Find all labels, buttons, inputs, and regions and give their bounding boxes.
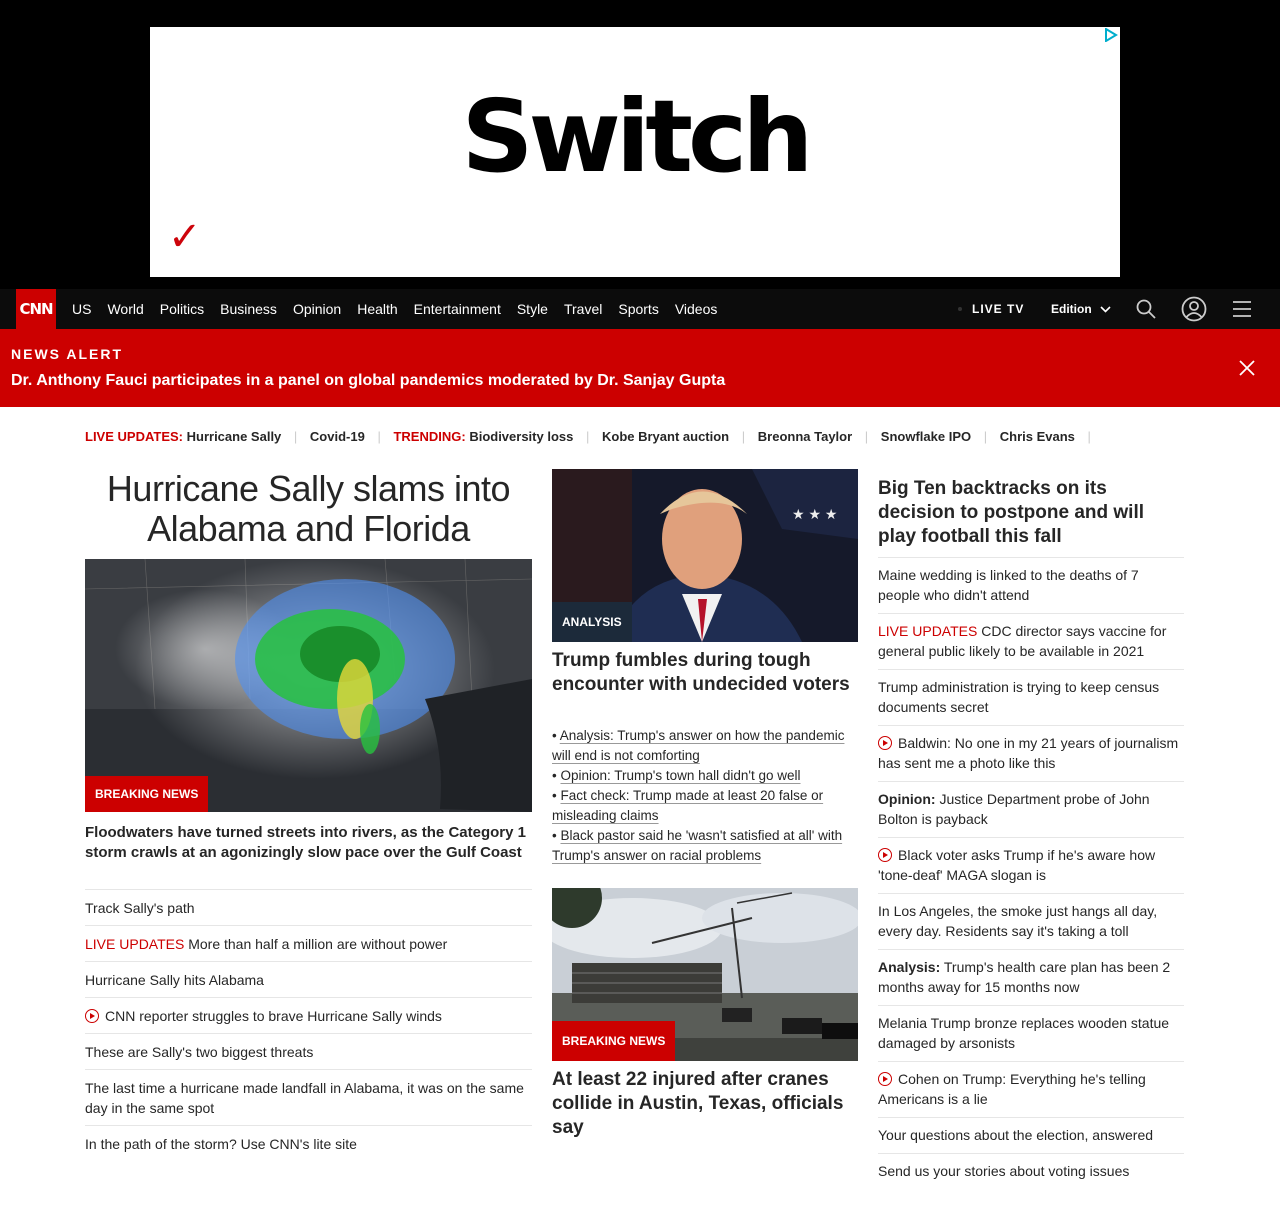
ad-choices-icon[interactable]: [1104, 28, 1118, 42]
ad-checkmark-logo: ✓: [168, 215, 202, 259]
nav-link-entertainment[interactable]: Entertainment: [413, 301, 501, 317]
search-icon[interactable]: [1135, 298, 1157, 320]
nav-link-health[interactable]: Health: [357, 301, 398, 317]
play-video-icon: [878, 848, 892, 862]
edition-selector[interactable]: [1051, 289, 1111, 329]
lead-headline[interactable]: Hurricane Sally slams into Alabama and Florida: [106, 468, 511, 549]
lead-summary[interactable]: Floodwaters have turned streets into rivers, as the Category 1 storm crawls at an agonizingly slow pace over the Gulf Coast: [85, 824, 526, 861]
crane-headline[interactable]: At least 22 injured after cranes collide in Austin, Texas, officials say: [552, 1069, 844, 1138]
list-item[interactable]: LIVE UPDATES CDC director says vaccine for general public likely to be available in 2021: [878, 613, 1184, 669]
trending-link[interactable]: Kobe Bryant auction: [602, 429, 730, 444]
top-stories-column: [878, 477, 1184, 1189]
trump-related-links: [552, 726, 858, 866]
live-updates-tag: LIVE UPDATES: [878, 623, 978, 639]
analysis-tag: Analysis:: [878, 959, 941, 975]
breaking-news-badge: BREAKING NEWS: [85, 776, 208, 812]
trending-link-covid[interactable]: Covid-19: [309, 429, 365, 444]
nav-link-us[interactable]: US: [72, 301, 92, 317]
nav-link-world[interactable]: World: [107, 301, 144, 317]
list-item[interactable]: CNN reporter struggles to brave Hurricane Sally winds: [85, 997, 532, 1033]
trending-bar: LIVE UPDATES: Hurricane Sally | Covid-19 | TRENDING: Biodiversity loss | Kobe Bryant auction | Breonna Taylor | Snowflake IPO | Chris Evans |: [85, 429, 1091, 444]
list-item[interactable]: Opinion: Justice Department probe of John Bolton is payback: [878, 781, 1184, 837]
nav-link-business[interactable]: Business: [220, 301, 277, 317]
trending-link[interactable]: Biodiversity loss: [469, 429, 574, 444]
live-indicator-icon: [958, 307, 962, 311]
nav-link-travel[interactable]: Travel: [563, 301, 603, 317]
main-navigation: [0, 289, 1280, 329]
nav-link-videos[interactable]: Videos: [674, 301, 718, 317]
play-video-icon: [878, 736, 892, 750]
ad-banner-zone: [0, 0, 1280, 289]
list-item[interactable]: Baldwin: No one in my 21 years of journalism has sent me a photo like this: [878, 725, 1184, 781]
trending-label: TRENDING:: [393, 429, 466, 444]
list-item[interactable]: Trump administration is trying to keep census documents secret: [878, 669, 1184, 725]
nav-link-opinion[interactable]: Opinion: [292, 301, 342, 317]
list-item[interactable]: Melania Trump bronze replaces wooden statue damaged by arsonists: [878, 1005, 1184, 1061]
live-tv-link[interactable]: [958, 289, 1024, 329]
list-item[interactable]: In Los Angeles, the smoke just hangs all day, every day. Residents say it's taking a toll: [878, 893, 1184, 949]
nav-links: [64, 289, 725, 329]
nav-link-style[interactable]: Style: [516, 301, 548, 317]
ad-headline: Switch: [461, 78, 809, 195]
list-item[interactable]: Black voter asks Trump if he's aware how 'tone-deaf' MAGA slogan is: [878, 837, 1184, 893]
ad-creative[interactable]: [150, 27, 1120, 277]
list-item[interactable]: Hurricane Sally hits Alabama: [85, 961, 532, 997]
news-alert-banner[interactable]: [0, 329, 1280, 407]
list-item[interactable]: LIVE UPDATES More than half a million are without power: [85, 925, 532, 961]
trump-headline[interactable]: Trump fumbles during tough encounter with undecided voters: [552, 650, 850, 695]
trending-link-hurricane[interactable]: Hurricane Sally: [186, 429, 282, 444]
close-icon[interactable]: [1238, 359, 1256, 377]
lead-story-list: [85, 889, 532, 1161]
chevron-down-icon: [1100, 306, 1111, 313]
hamburger-menu-icon[interactable]: [1232, 299, 1252, 319]
edition-label: Edition: [1051, 302, 1092, 316]
list-item[interactable]: Send us your stories about voting issues: [878, 1153, 1184, 1189]
opinion-tag: Opinion:: [878, 791, 936, 807]
nav-link-sports[interactable]: Sports: [618, 301, 659, 317]
news-alert-label: NEWS ALERT: [11, 346, 124, 362]
live-updates-label: LIVE UPDATES:: [85, 429, 183, 444]
list-item[interactable]: • Analysis: Trump's answer on how the pandemic will end is not comforting: [552, 728, 845, 763]
list-item[interactable]: Your questions about the election, answered: [878, 1117, 1184, 1153]
list-item[interactable]: • Black pastor said he 'wasn't satisfied at all' with Trump's answer on racial problems: [552, 828, 843, 863]
list-item[interactable]: • Fact check: Trump made at least 20 false or misleading claims: [552, 788, 824, 823]
big-ten-headline[interactable]: Big Ten backtracks on its decision to postpone and will play football this fall: [878, 478, 1145, 547]
svg-text:★ ★ ★: ★ ★ ★: [792, 506, 838, 522]
play-video-icon: [85, 1009, 99, 1023]
news-alert-text[interactable]: Dr. Anthony Fauci participates in a panel on global pandemics moderated by Dr. Sanjay Gupta: [11, 372, 726, 389]
top-stories-list: [878, 557, 1184, 1189]
list-item[interactable]: • Opinion: Trump's town hall didn't go well: [552, 768, 801, 783]
account-icon[interactable]: [1181, 296, 1207, 322]
trending-link[interactable]: Snowflake IPO: [880, 429, 972, 444]
list-item[interactable]: In the path of the storm? Use CNN's lite site: [85, 1125, 532, 1161]
live-tv-label: LIVE TV: [972, 302, 1025, 316]
cnn-logo[interactable]: CNN: [16, 289, 56, 329]
play-video-icon: [878, 1072, 892, 1086]
analysis-badge: ANALYSIS: [552, 602, 632, 642]
hurricane-satellite-image[interactable]: [85, 559, 532, 812]
list-item[interactable]: Analysis: Trump's health care plan has been 2 months away for 15 months now: [878, 949, 1184, 1005]
list-item[interactable]: Track Sally's path: [85, 889, 532, 925]
lead-story-column: [85, 468, 532, 1152]
nav-link-politics[interactable]: Politics: [159, 301, 205, 317]
crane-collapse-photo[interactable]: [552, 888, 858, 1061]
trending-link[interactable]: Breonna Taylor: [757, 429, 853, 444]
list-item[interactable]: The last time a hurricane made landfall in Alabama, it was on the same day in the same spot: [85, 1069, 532, 1125]
trending-link[interactable]: Chris Evans: [999, 429, 1075, 444]
trump-photo[interactable]: [552, 469, 858, 642]
list-item[interactable]: Cohen on Trump: Everything he's telling Americans is a lie: [878, 1061, 1184, 1117]
list-item[interactable]: Maine wedding is linked to the deaths of 7 people who didn't attend: [878, 557, 1184, 613]
list-item[interactable]: These are Sally's two biggest threats: [85, 1033, 532, 1069]
breaking-news-badge: BREAKING NEWS: [552, 1021, 675, 1061]
live-updates-tag: LIVE UPDATES: [85, 936, 185, 952]
satellite-map-graphic: [85, 559, 532, 812]
